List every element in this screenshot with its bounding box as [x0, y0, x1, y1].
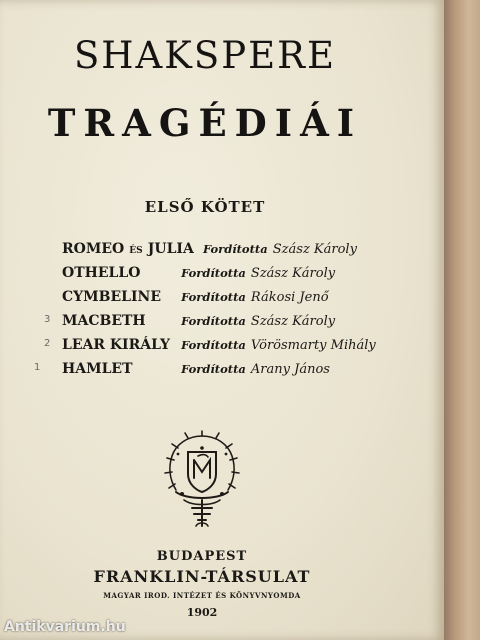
translator-name: Szász Károly — [250, 266, 336, 281]
imprint-publisher: FRANKLIN-TÁRSULAT — [93, 567, 311, 586]
volume-label: ELSŐ KÖTET — [144, 198, 266, 216]
pencil-mark: 1 — [34, 362, 41, 373]
imprint-year: 1902 — [186, 606, 218, 619]
contents-row — [62, 261, 402, 285]
imprint-printer: MAGYAR IROD. INTÉZET ÉS KÖNYVNYOMDA — [103, 591, 301, 600]
play-title: JULIA — [147, 241, 194, 257]
contents-row — [62, 309, 402, 333]
translator-name: Szász Károly — [250, 314, 336, 329]
contents-row — [62, 357, 402, 381]
translated-by-label: Fordította — [181, 314, 246, 328]
play-title: ROMEO — [62, 241, 125, 257]
translated-by-label: Fordította — [181, 338, 246, 352]
watermark: Antikvarium.hu — [4, 619, 126, 635]
translated-by-label: Fordította — [202, 242, 268, 256]
title-tragedies: TRAGÉDIÁI — [47, 101, 363, 145]
translator-name: Rákosi Jenő — [250, 290, 329, 305]
pencil-mark: 2 — [44, 338, 51, 349]
book-spine-background — [442, 0, 480, 640]
publisher-device-emblem-icon — [158, 430, 246, 530]
translated-by-label: Fordította — [181, 290, 246, 304]
title-author: SHAKSPERE — [73, 34, 337, 77]
translated-by-label: Fordította — [181, 362, 246, 376]
play-title: CYMBELINE — [62, 289, 161, 305]
contents-list — [62, 237, 402, 381]
play-title-joiner: ÉS — [129, 246, 143, 256]
play-title: LEAR KIRÁLY — [62, 337, 171, 353]
contents-row — [62, 237, 402, 261]
play-title: MACBETH — [62, 313, 146, 329]
translator-name: Szász Károly — [272, 242, 357, 257]
contents-row — [62, 333, 402, 357]
imprint-city: BUDAPEST — [156, 549, 248, 564]
translated-by-label: Fordította — [181, 266, 246, 280]
translator-name: Arany János — [250, 362, 330, 377]
play-title: OTHELLO — [62, 265, 141, 281]
play-title: HAMLET — [62, 361, 133, 377]
translator-name: Vörösmarty Mihály — [250, 338, 376, 353]
pencil-mark: 3 — [44, 314, 51, 325]
contents-row — [62, 285, 402, 309]
